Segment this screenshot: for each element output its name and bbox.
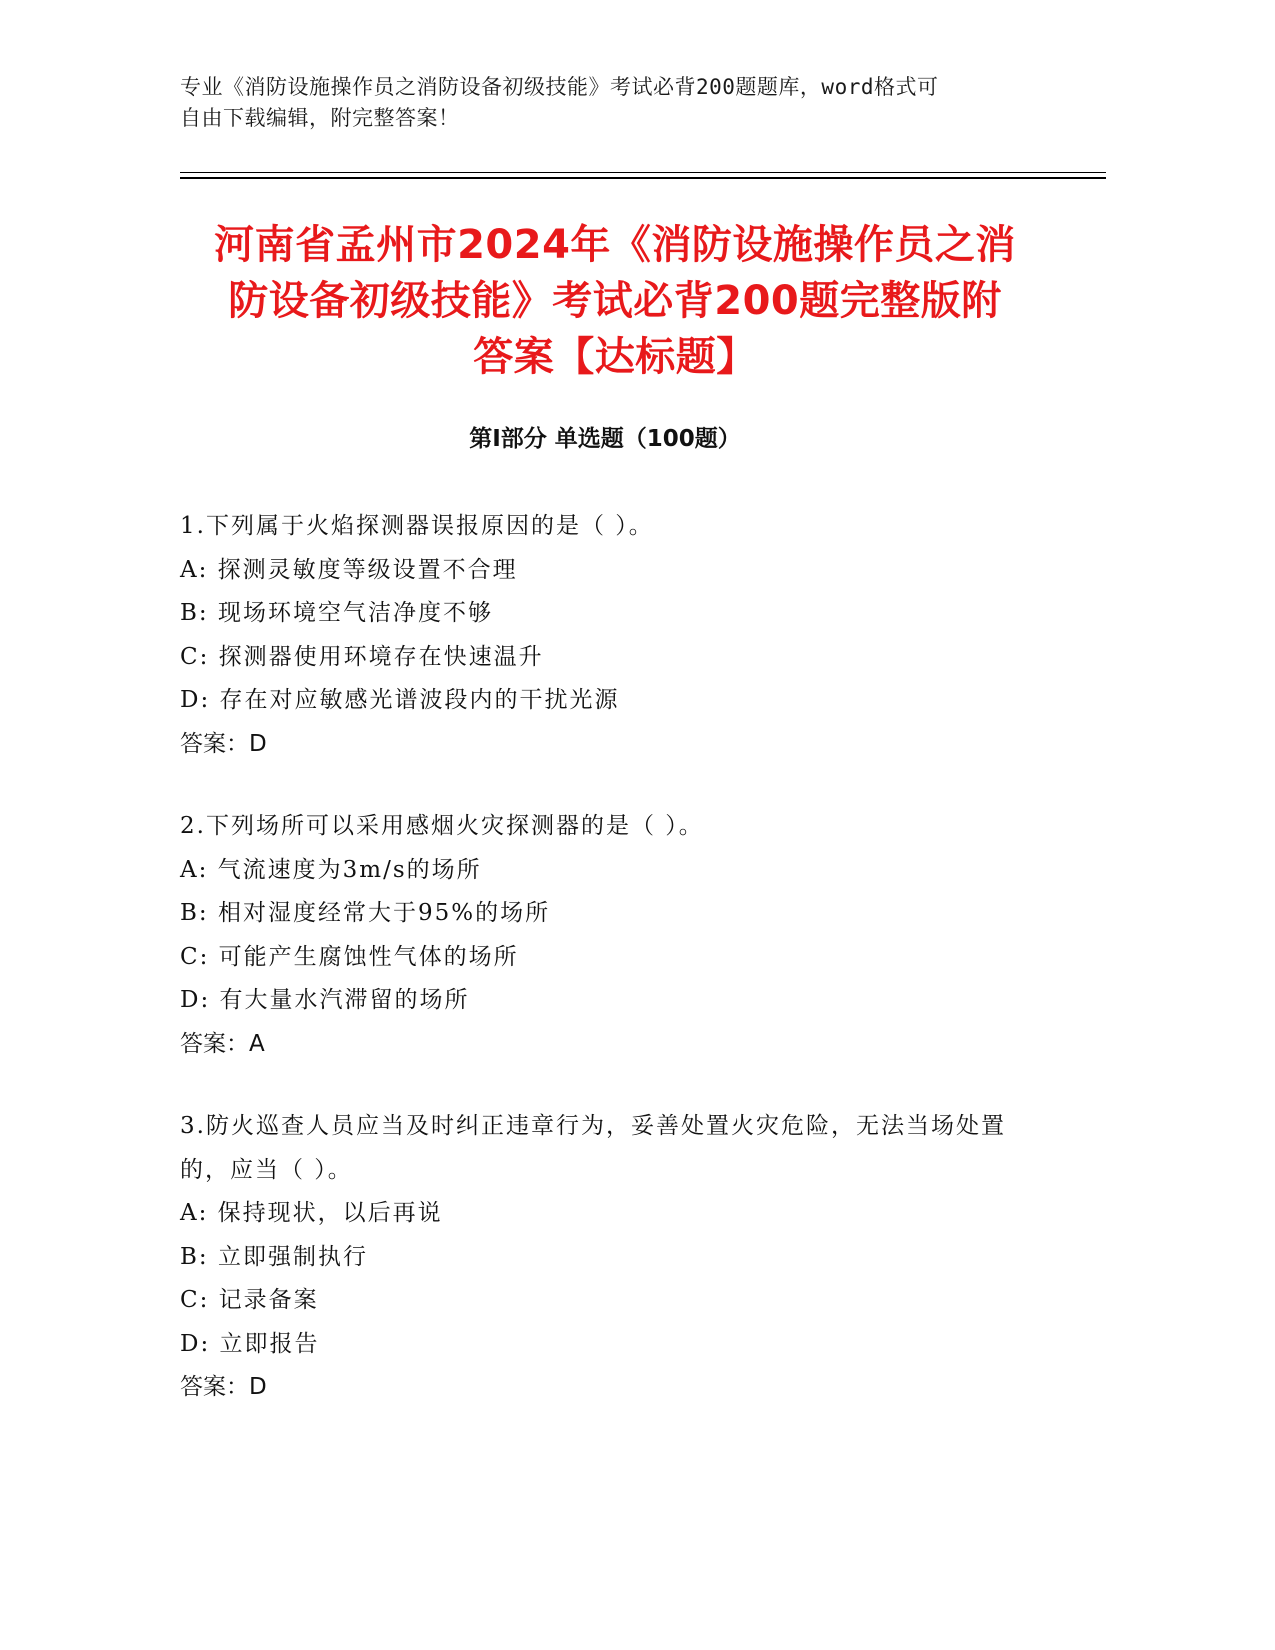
option-b: B: 相对湿度经常大于95%的场所 bbox=[180, 900, 551, 926]
document-title-line-2: 防设备初级技能》考试必背200题完整版附 bbox=[228, 278, 1002, 324]
answer: 答案：A bbox=[180, 1030, 265, 1057]
header-note-line-2: 自由下载编辑，附完整答案！ bbox=[180, 106, 460, 130]
question-stem: 3.防火巡查人员应当及时纠正违章行为，妥善处置火灾危险，无法当场处置的，应当（ ）。 bbox=[180, 1113, 1006, 1183]
answer: 答案：D bbox=[180, 1374, 267, 1400]
option-d: D: 存在对应敏感光谱波段内的干扰光源 bbox=[180, 687, 620, 713]
header-divider-thick bbox=[180, 177, 1106, 179]
question-stem: 2.下列场所可以采用感烟火灾探测器的是（ ）。 bbox=[180, 813, 704, 839]
option-b: B: 立即强制执行 bbox=[180, 1243, 368, 1270]
option-c: C: 记录备案 bbox=[180, 1287, 319, 1313]
option-c: C: 可能产生腐蚀性气体的场所 bbox=[180, 943, 519, 970]
section-title: 第I部分 单选题（100题） bbox=[469, 426, 741, 452]
option-b: B: 现场环境空气洁净度不够 bbox=[180, 600, 493, 626]
document-title-line-1: 河南省孟州市2024年《消防设施操作员之消 bbox=[214, 222, 1016, 268]
option-d: D: 立即报告 bbox=[180, 1330, 320, 1357]
question-2 bbox=[180, 805, 1040, 1066]
question-list bbox=[180, 505, 1040, 1449]
header-divider-thin bbox=[180, 172, 1106, 173]
document-title-line-3: 答案【达标题】 bbox=[473, 334, 757, 380]
question-stem: 1.下列属于火焰探测器误报原因的是（ ）。 bbox=[180, 513, 654, 539]
option-d: D: 有大量水汽滞留的场所 bbox=[180, 987, 470, 1013]
option-a: A: 探测灵敏度等级设置不合理 bbox=[180, 556, 518, 583]
option-c: C: 探测器使用环境存在快速温升 bbox=[180, 643, 544, 670]
option-a: A: 气流速度为3m/s的场所 bbox=[180, 856, 482, 883]
header-note bbox=[180, 72, 1040, 134]
question-3 bbox=[180, 1105, 1040, 1410]
header-note-line-1: 专业《消防设施操作员之消防设备初级技能》考试必背200题题库，word格式可 bbox=[180, 75, 939, 99]
answer: 答案：D bbox=[180, 730, 267, 757]
question-1 bbox=[180, 505, 1040, 766]
option-a: A: 保持现状，以后再说 bbox=[180, 1200, 443, 1226]
document-title bbox=[175, 217, 1055, 385]
